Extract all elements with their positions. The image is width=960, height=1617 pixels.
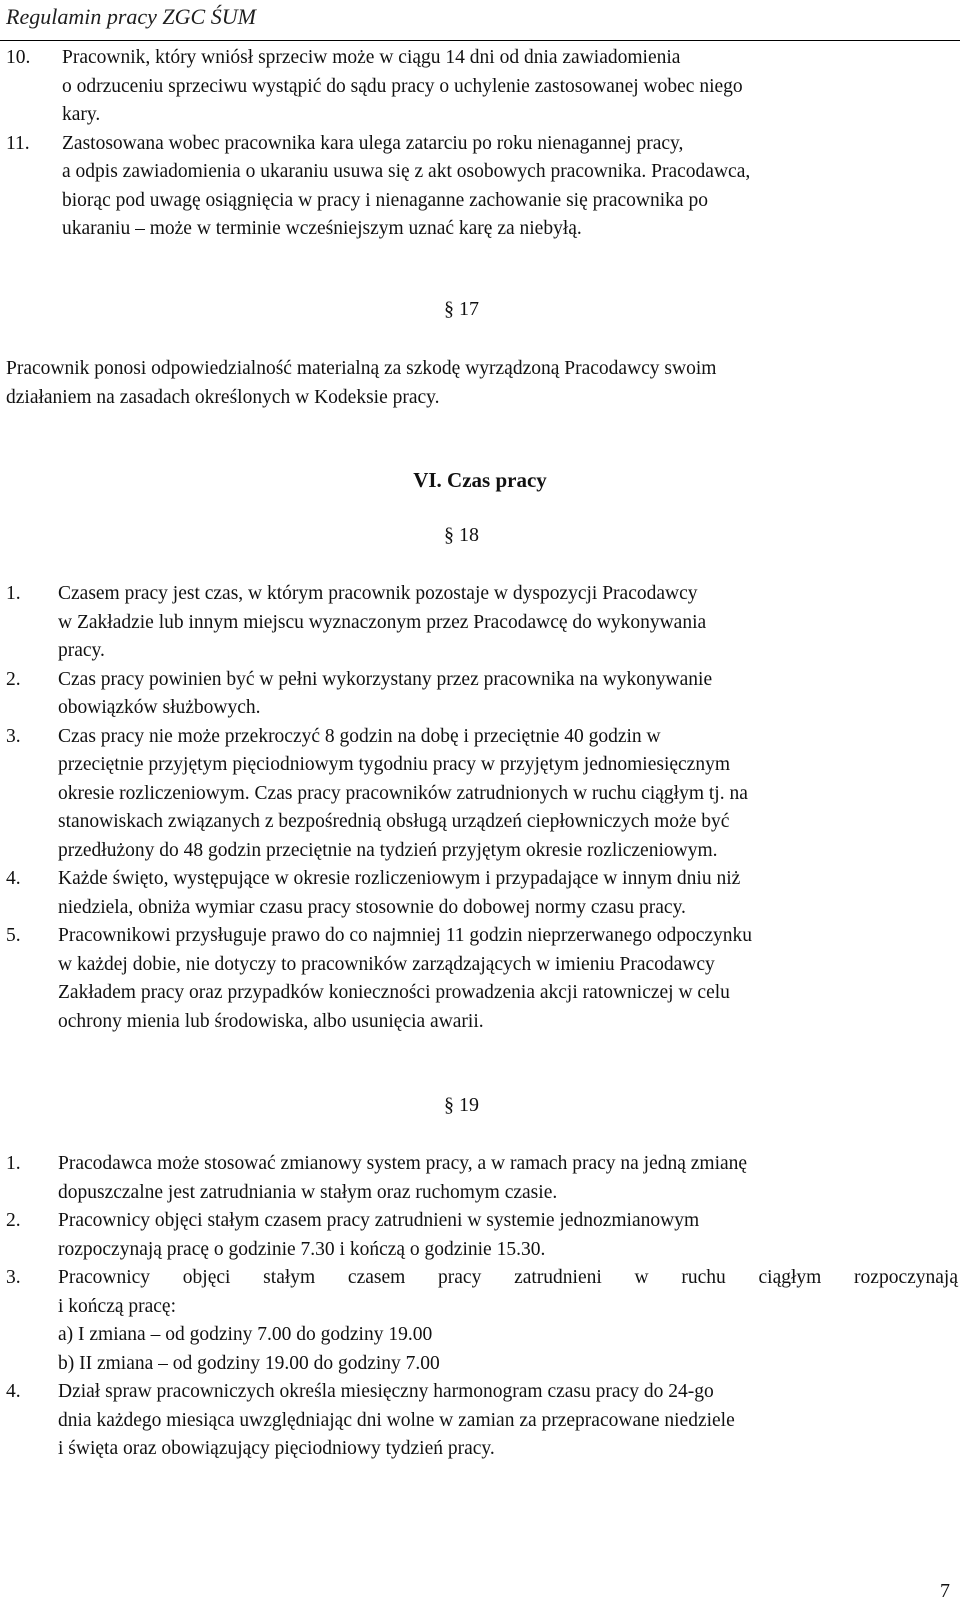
text-line: Zakładem pracy oraz przypadków konieczności prowadzenia akcji ratowniczej w celu <box>58 982 730 1003</box>
section-18-items <box>0 580 960 1036</box>
item-text <box>58 865 960 922</box>
text-line: działaniem na zasadach określonych w Kodeksie pracy. <box>6 386 440 408</box>
chapter-title: VI. Czas pracy <box>413 468 547 492</box>
item-number: 11. <box>6 132 30 154</box>
text-line: stanowiskach związanych z bezpośrednią obsługą urządzeń ciepłowniczych może być <box>58 811 730 832</box>
list-item <box>0 1378 960 1464</box>
text-line: przeciętnie przyjętym pięciodniowym tygodniu pracy w przyjętym jednomiesięcznym <box>58 754 730 775</box>
section-17-paragraph <box>0 355 960 412</box>
item-number: 3. <box>6 725 21 747</box>
item-text <box>58 922 960 1036</box>
item-number: 1. <box>6 583 21 604</box>
list-item <box>0 44 960 130</box>
item-number: 1. <box>6 1153 21 1174</box>
page-number: 7 <box>940 1580 950 1602</box>
item-number: 10. <box>6 47 31 68</box>
item-text <box>58 1150 960 1207</box>
list-item <box>0 865 960 922</box>
text-line: i kończą pracę: <box>58 1295 177 1317</box>
item-text <box>58 723 960 866</box>
text-line: dnia każdego miesiąca uwzględniając dni wolne w zamian za przepracowane niedziele <box>58 1409 735 1431</box>
text-line: Czas pracy powinien być w pełni wykorzystany przez pracownika na wykonywanie <box>58 668 713 690</box>
item-text <box>62 44 960 130</box>
text-line: Pracownikowi przysługuje prawo do co najmniej 11 godzin nieprzerwanego odpoczynku <box>58 925 753 946</box>
text-line: Zastosowana wobec pracownika kara ulega zatarciu po roku nienagannej pracy, <box>62 132 684 154</box>
text-line: przedłużony do 48 godzin przeciętnie na tydzień przyjętym okresie rozliczeniowym. <box>58 839 718 861</box>
list-item <box>0 1150 960 1207</box>
text-line: Pracownik, który wniósł sprzeciw może w ciągu 14 dni od dnia zawiadomienia <box>62 47 681 68</box>
item-number: 4. <box>6 1381 21 1402</box>
item-text <box>58 1264 960 1378</box>
text-line: okresie rozliczeniowym. Czas pracy pracowników zatrudnionych w ruchu ciągłym tj. na <box>58 782 748 804</box>
item-number: 3. <box>6 1267 21 1288</box>
item-number: 2. <box>6 668 21 690</box>
text-line: Czas pracy nie może przekroczyć 8 godzin na dobę i przeciętnie 40 godzin w <box>58 725 661 747</box>
list-item <box>0 1207 960 1264</box>
text-line: a) I zmiana – od godziny 7.00 do godziny 19.00 <box>58 1324 433 1345</box>
text-line: Pracownicy objęci stałym czasem pracy zatrudnieni w ruchu ciągłym rozpoczynają <box>58 1267 958 1288</box>
text-line: o odrzuceniu sprzeciwu wystąpić do sądu pracy o uchylenie zastosowanej wobec niego <box>62 75 743 97</box>
text-line: Pracownicy objęci stałym czasem pracy zatrudnieni w systemie jednozmianowym <box>58 1210 700 1231</box>
list-item <box>0 666 960 723</box>
section-18-mark: § 18 <box>444 524 479 546</box>
item-number: 5. <box>6 925 21 946</box>
text-line: w każdej dobie, nie dotyczy to pracowników zarządzających w imieniu Pracodawcy <box>58 953 715 975</box>
section-17-mark: § 17 <box>444 298 479 320</box>
item-text <box>58 1207 960 1264</box>
penalty-items-block <box>0 44 960 244</box>
list-item <box>0 723 960 866</box>
text-line: dopuszczalne jest zatrudniania w stałym oraz ruchomym czasie. <box>58 1181 558 1203</box>
text-line: Czasem pracy jest czas, w którym pracownik pozostaje w dyspozycji Pracodawcy <box>58 583 698 604</box>
item-text <box>58 1378 960 1464</box>
text-line: Każde święto, występujące w okresie rozliczeniowym i przypadające w innym dniu niż <box>58 868 741 889</box>
text-line: Dział spraw pracowniczych określa miesięczny harmonogram czasu pracy do 24-go <box>58 1381 714 1402</box>
list-item <box>0 580 960 666</box>
text-line: ochrony mienia lub środowiska, albo usunięcia awarii. <box>58 1010 484 1032</box>
item-number: 2. <box>6 1210 21 1231</box>
text-line: kary. <box>62 104 101 125</box>
text-line: pracy. <box>58 640 105 661</box>
item-text <box>62 130 960 244</box>
text-line: Pracownik ponosi odpowiedzialność materialną za szkodę wyrządzoną Pracodawcy swoim <box>6 358 717 379</box>
text-line: Pracodawca może stosować zmianowy system pracy, a w ramach pracy na jedną zmianę <box>58 1153 748 1174</box>
text-line: ukaraniu – może w terminie wcześniejszym uznać karę za niebyłą. <box>62 218 582 239</box>
text-line: rozpoczynają pracę o godzinie 7.30 i kończą o godzinie 15.30. <box>58 1238 546 1260</box>
section-19-mark: § 19 <box>444 1094 479 1116</box>
item-text <box>58 666 960 723</box>
text-line: biorąc pod uwagę osiągnięcia w pracy i nienaganne zachowanie się pracownika po <box>62 189 708 211</box>
text-line: niedziela, obniża wymiar czasu pracy stosownie do dobowej normy czasu pracy. <box>58 896 686 918</box>
text-line: i święta oraz obowiązujący pięciodniowy tydzień pracy. <box>58 1438 495 1459</box>
list-item <box>0 922 960 1036</box>
header-divider <box>0 40 960 41</box>
item-text <box>58 580 960 666</box>
list-item <box>0 1264 960 1378</box>
text-line: obowiązków służbowych. <box>58 697 261 718</box>
document-header-title: Regulamin pracy ZGC ŚUM <box>6 4 256 29</box>
list-item <box>0 130 960 244</box>
item-number: 4. <box>6 868 21 889</box>
section-19-items <box>0 1150 960 1464</box>
text-line: a odpis zawiadomienia o ukaraniu usuwa się z akt osobowych pracownika. Pracodawca, <box>62 161 751 182</box>
text-line: b) II zmiana – od godziny 19.00 do godziny 7.00 <box>58 1352 440 1374</box>
text-line: w Zakładzie lub innym miejscu wyznaczonym przez Pracodawcę do wykonywania <box>58 611 707 633</box>
